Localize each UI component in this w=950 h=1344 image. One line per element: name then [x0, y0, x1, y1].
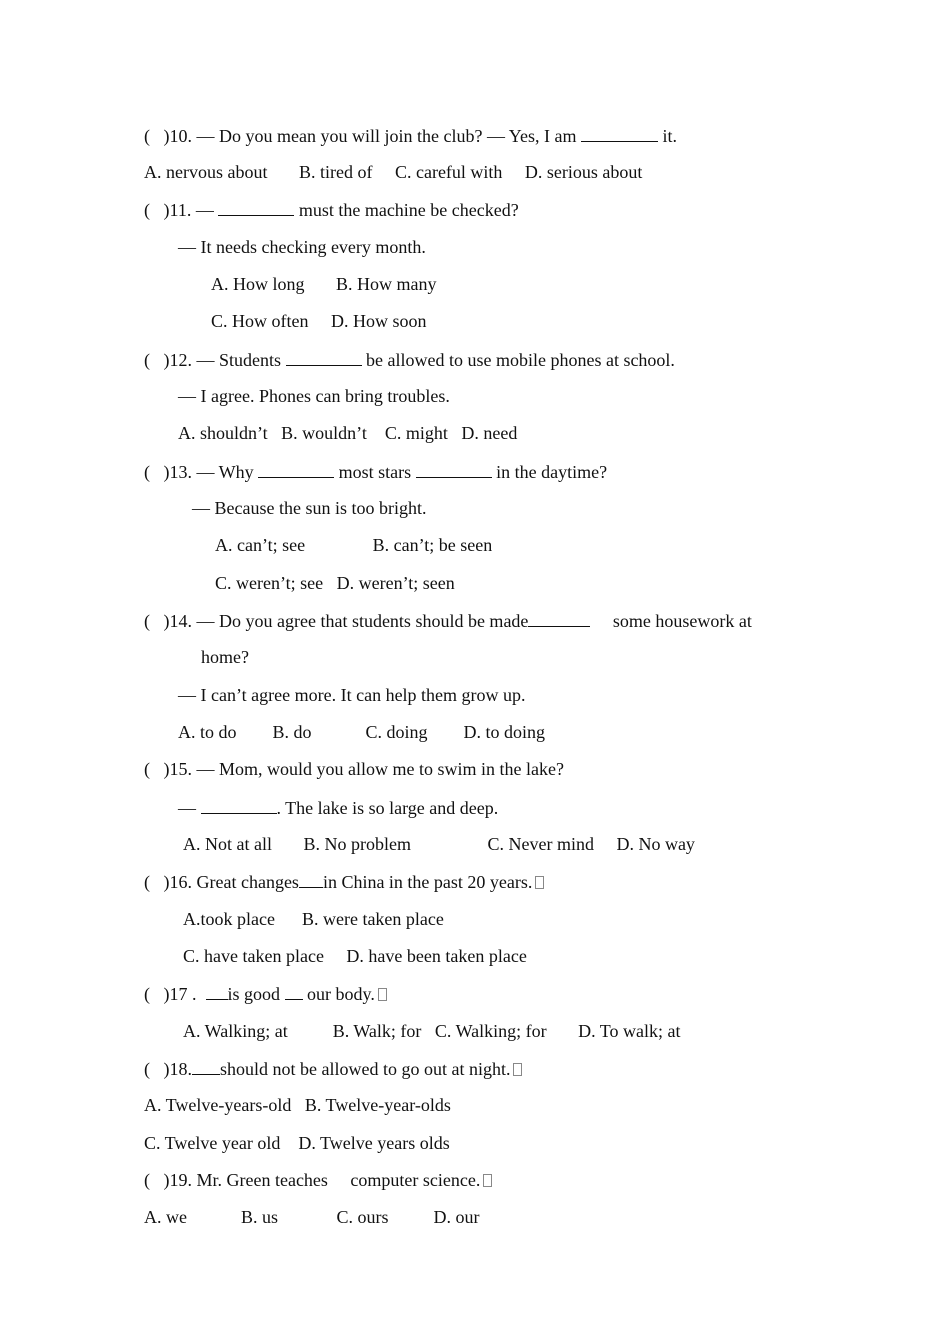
answer-blank [416, 460, 492, 478]
question-12-options: A. shouldn’t B. wouldn’t C. might D. need [178, 423, 518, 443]
question-19-options: A. we B. us C. ours D. our [144, 1207, 480, 1227]
answer-blank [206, 982, 228, 1000]
question-11-options-2: C. How often D. How soon [211, 311, 427, 331]
answer-blank [201, 796, 277, 814]
question-10-options: A. nervous about B. tired of C. careful with D. serious about [144, 162, 643, 182]
answer-blank [299, 870, 323, 888]
question-16-stem: ( )16. Great changes in China in the past 20 years. [144, 870, 544, 893]
question-19-stem: ( )19. Mr. Green teaches computer science. [144, 1169, 492, 1191]
question-11-answer: — It needs checking every month. [178, 237, 426, 257]
question-12-answer: — I agree. Phones can bring troubles. [178, 386, 450, 406]
question-16-options-1: A.took place B. were taken place [183, 909, 444, 929]
question-13-answer: — Because the sun is too bright. [192, 498, 427, 518]
question-16-options-2: C. have taken place D. have been taken place [183, 946, 527, 966]
question-15-answer: — . The lake is so large and deep. [178, 798, 499, 818]
question-17-options: A. Walking; at B. Walk; for C. Walking; for D. To walk; at [183, 1021, 681, 1041]
answer-blank [286, 348, 362, 366]
question-13-options-1: A. can’t; see B. can’t; be seen [215, 535, 493, 555]
answer-blank [285, 982, 303, 1000]
answer-blank [218, 198, 294, 216]
missing-glyph-box [378, 988, 387, 1001]
question-17-stem: ( )17 . is good our body. [144, 982, 387, 1005]
question-15-options: A. Not at all B. No problem C. Never mind D. No way [183, 834, 695, 854]
missing-glyph-box [535, 876, 544, 889]
question-11-stem: ( )11. — must the machine be checked? [144, 200, 519, 220]
answer-blank [528, 609, 590, 627]
question-18-options-2: C. Twelve year old D. Twelve years olds [144, 1133, 450, 1153]
question-14-options: A. to do B. do C. doing D. to doing [178, 722, 546, 742]
question-13-options-2: C. weren’t; see D. weren’t; seen [215, 573, 455, 593]
answer-blank [192, 1057, 220, 1075]
question-11-options-1: A. How long B. How many [211, 274, 437, 294]
answer-blank [581, 124, 658, 142]
missing-glyph-box [483, 1174, 492, 1187]
question-14-stem-continued: home? [201, 647, 249, 667]
question-13-stem: ( )13. — Why most stars in the daytime? [144, 462, 608, 482]
question-18-stem: ( )18. should not be allowed to go out at night. [144, 1057, 522, 1080]
question-12-stem: ( )12. — Students be allowed to use mobile phones at school. [144, 350, 675, 370]
question-15-stem: ( )15. — Mom, would you allow me to swim in the lake? [144, 759, 564, 779]
question-18-options-1: A. Twelve-years-old B. Twelve-year-olds [144, 1095, 451, 1115]
answer-blank [258, 460, 334, 478]
question-14-answer: — I can’t agree more. It can help them grow up. [178, 685, 526, 705]
question-14-stem: ( )14. — Do you agree that students should be made some housework at [144, 611, 752, 631]
missing-glyph-box [513, 1063, 522, 1076]
question-10-stem: ( )10. — Do you mean you will join the club? — Yes, I am it. [144, 126, 677, 146]
